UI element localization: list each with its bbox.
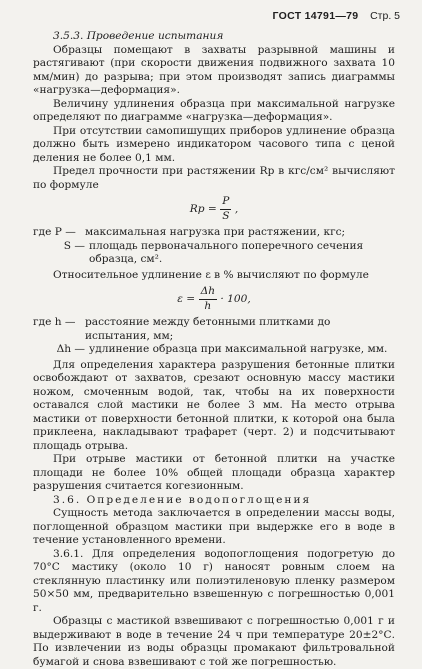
fraction-denominator: h — [204, 299, 212, 312]
definition-symbol: Δh — — [56, 343, 85, 355]
paragraph: Относительное удлинение ε в % вычисляют по формуле — [53, 268, 369, 281]
page-header — [273, 10, 401, 22]
paragraph: Образцы с мастикой взвешивают с погрешностью 0,001 г и выдерживают в воде в течение 24 ч при температуре 20±2°С. По извлечении из воды образцы промакают фильтровальной бумагой и снова взвешивают с той же погрешностью. — [33, 615, 395, 668]
paragraph: Для определения характера разрушения бетонные плитки освобождают от захватов, срезают основную массу мастики ножом, смоченным водой, так, чтобы на их поверхности оставался слой мастики не более 3 мм. На место отрыва мастики от поверхности бетонной плитки, к которой она была приклеена, накладывают трафарет (черт. 2) и подсчитывают площадь отрыва. — [33, 358, 395, 452]
definition-row — [33, 240, 395, 267]
definition-symbol: где P — — [33, 226, 76, 238]
definition-row — [33, 343, 395, 357]
paragraph: Сущность метода заключается в определении массы воды, поглощенной образцом мастики при выдержке его в воде в течение установленного времени. — [33, 507, 395, 546]
formula-elongation — [33, 285, 395, 313]
formula-strength — [33, 195, 395, 223]
page-number: Стр. 5 — [370, 10, 400, 22]
definition-row — [33, 316, 395, 343]
page-body — [33, 30, 395, 669]
paragraph: Образцы помещают в захваты разрывной машины и растягивают (при скорости движения подвижного захвата 10 мм/мин) до разрыва; при этом производят запись диаграммы «нагрузка—деформация». — [33, 43, 395, 96]
paragraph: Предел прочности при растяжении Rр в кгс/см² вычисляют по формуле — [33, 165, 395, 191]
fraction-numerator: Δh — [199, 285, 217, 300]
formula-fraction — [199, 285, 217, 313]
definition-symbol: где h — — [33, 316, 76, 328]
formula-end: · 100, — [220, 293, 251, 305]
formula-fraction — [220, 195, 231, 223]
formula-lhs: Rр = — [189, 203, 217, 215]
definition-text: максимальная нагрузка при растяжении, кгс; — [85, 226, 346, 238]
formula-lhs: ε = — [177, 293, 196, 305]
paragraph: При отсутствии самопишущих приборов удлинение образца должно быть измерено индикатором часового типа с ценой деления не более 0,1 мм. — [33, 124, 395, 164]
section-title-353: 3.5.3. Проведение испытания — [53, 30, 224, 42]
definition-text: площадь первоначального поперечного сечения образца, см². — [89, 239, 364, 265]
definition-row — [33, 226, 395, 240]
paragraph: 3.6.1. Для определения водопоглощения подогретую до 70°С мастику (около 10 г) наносят ровным слоем на стеклянную пластинку или полиэтиленовую пленку размером 50×50 мм, предварительно взвешенную с погрешностью 0,001 г. — [33, 547, 395, 614]
fraction-denominator: S — [222, 209, 230, 222]
formula-end: , — [234, 203, 239, 215]
section-title-36: 3.6. Определение водопоглощения — [53, 493, 312, 506]
fraction-numerator: P — [220, 195, 231, 210]
definition-text: удлинение образца при максимальной нагрузке, мм. — [89, 343, 388, 355]
definition-symbol: S — — [63, 239, 85, 252]
definition-text: расстояние между бетонными плитками до испытания, мм; — [85, 316, 331, 342]
paragraph: Величину удлинения образца при максимальной нагрузке определяют по диаграмме «нагрузка—деформация». — [33, 97, 395, 123]
gost-number: ГОСТ 14791—79 — [272, 10, 359, 22]
paragraph: При отрыве мастики от бетонной плитки на участке площади не более 10% общей площади образца характер разрушения считается когезионным. — [33, 453, 395, 492]
